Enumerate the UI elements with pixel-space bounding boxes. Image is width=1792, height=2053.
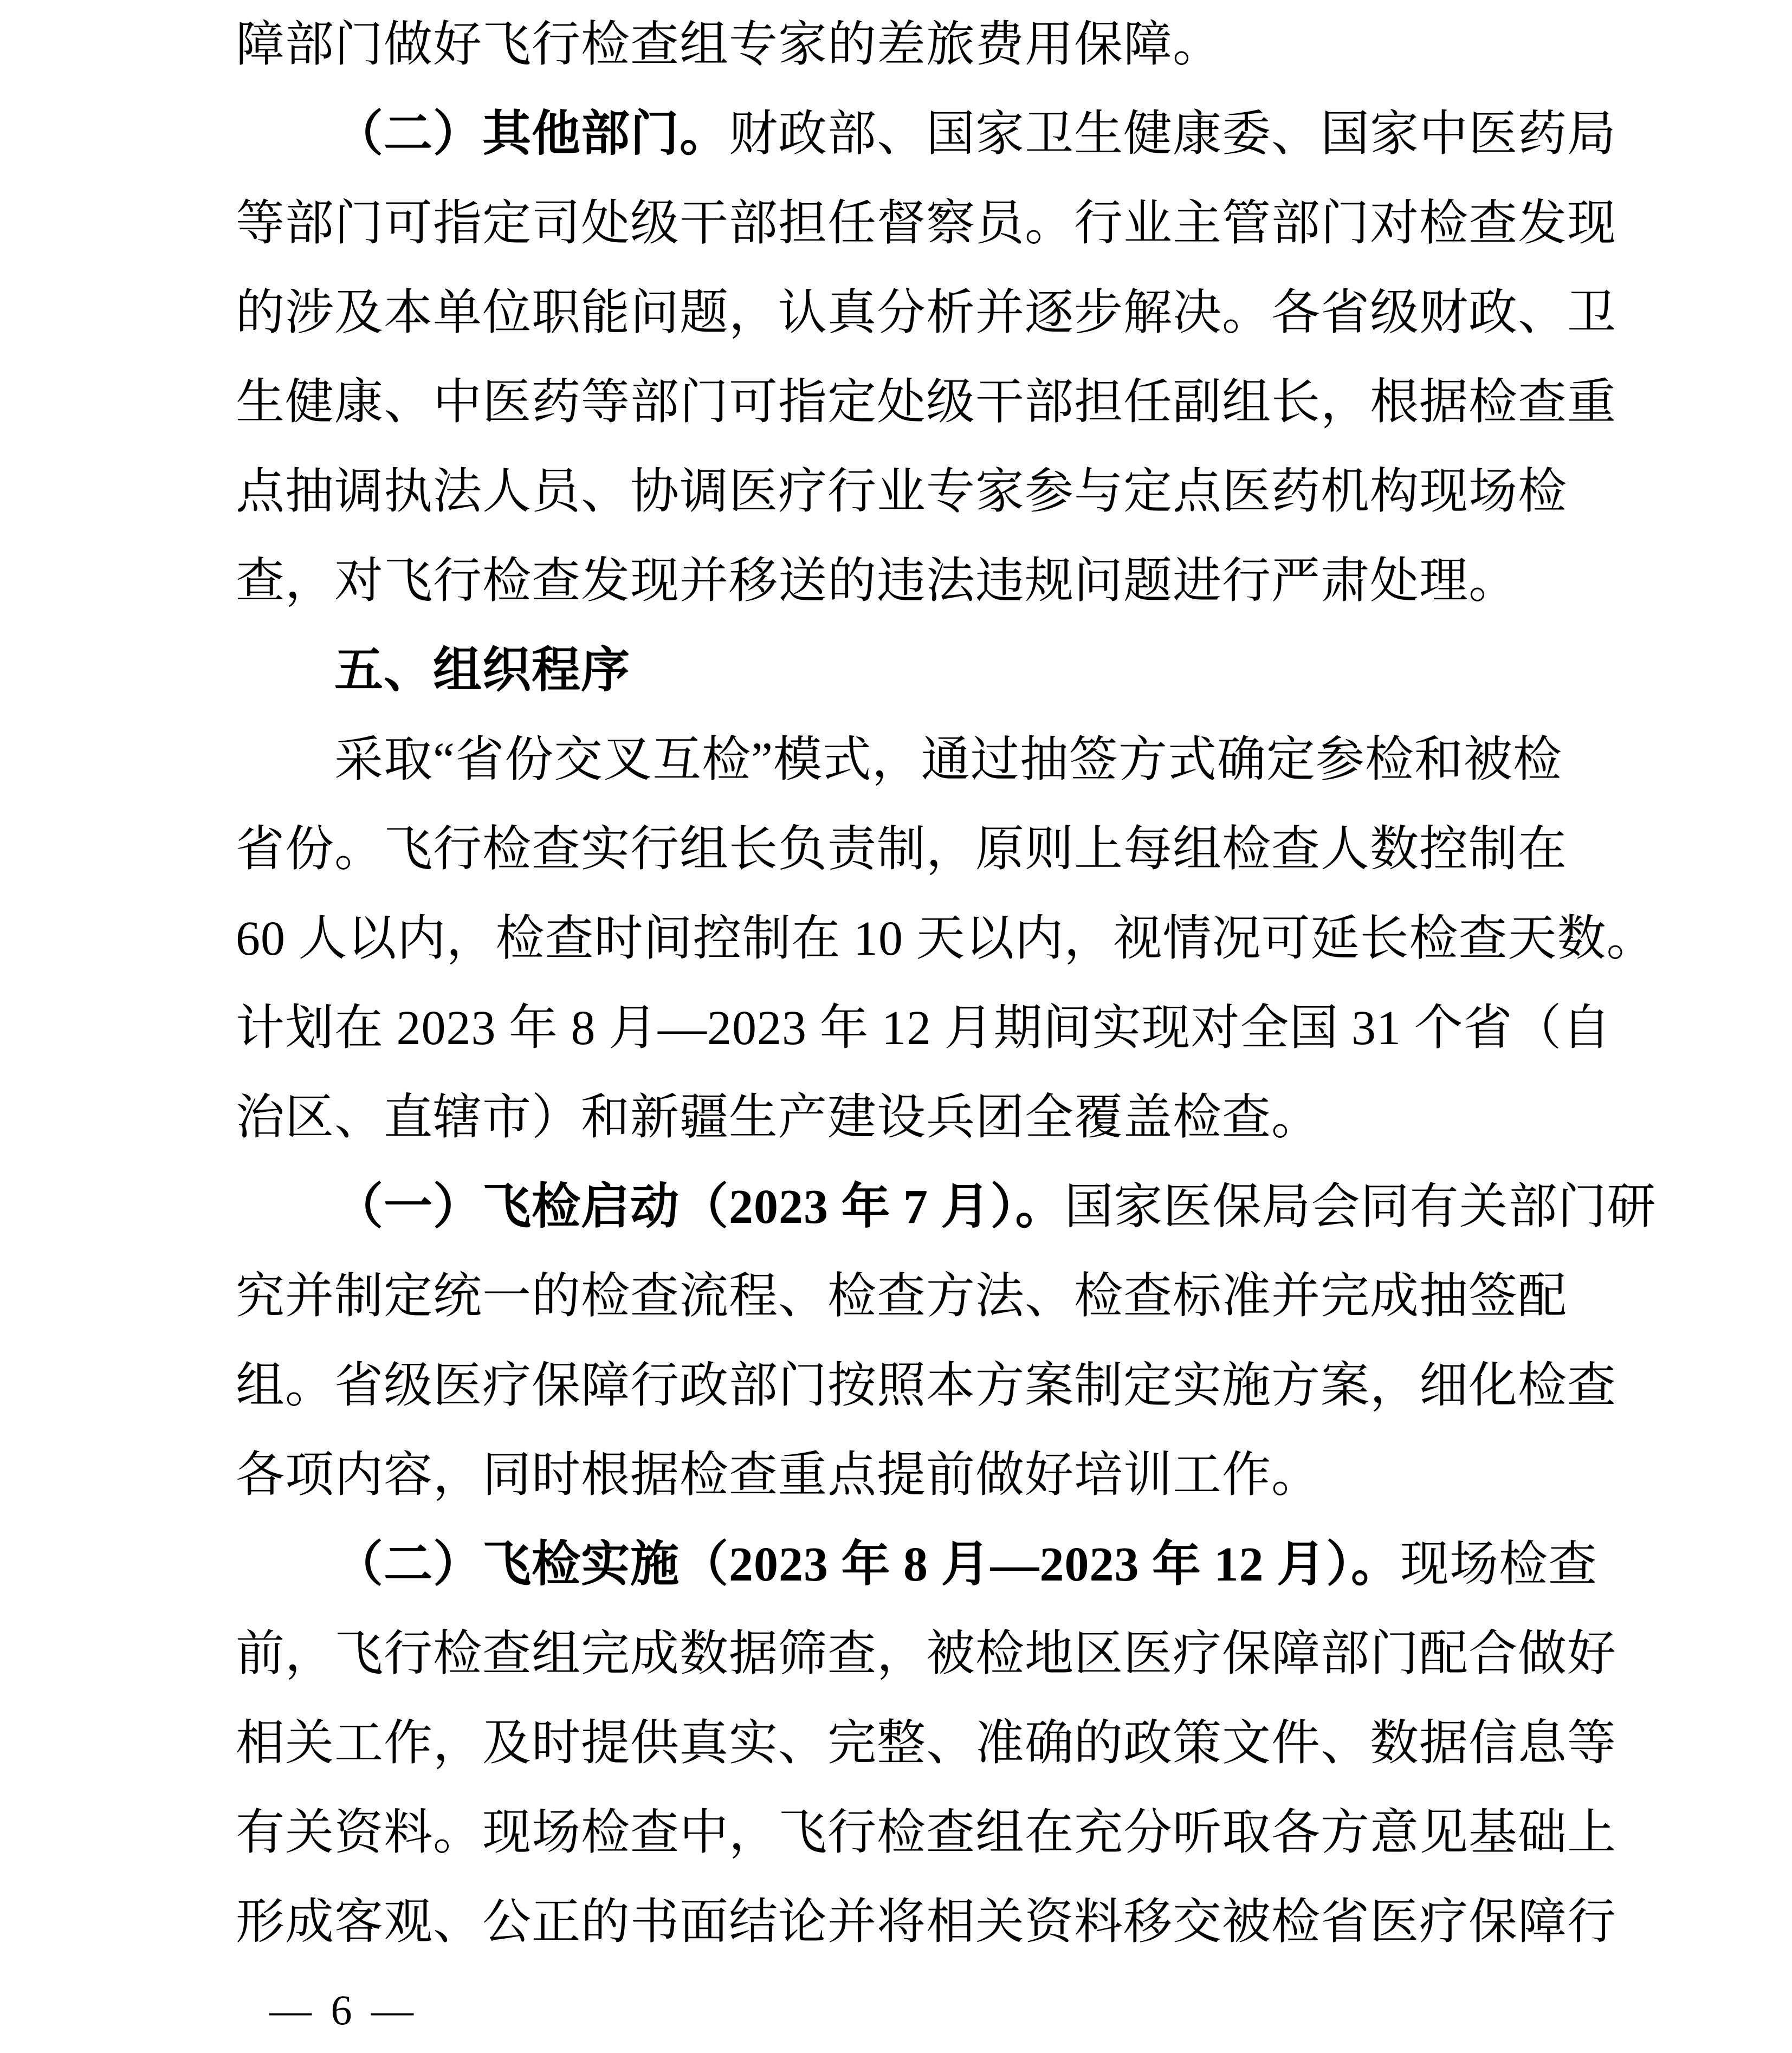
text-line <box>236 1162 1657 1252</box>
section-heading: 五、组织程序 <box>334 643 630 697</box>
emphasis-segment: （一）飞检启动（2023 年 7 月）。 <box>334 1180 1065 1234</box>
document-body <box>236 0 1657 1967</box>
emphasis-segment: （二）飞检实施（2023 年 8 月—2023 年 12 月）。 <box>334 1538 1400 1591</box>
text-line <box>236 894 1656 983</box>
text-line <box>236 1341 1623 1430</box>
body-text-segment: 究并制定统一的检查流程、检查方法、检查标准并完成抽签配 <box>236 1270 1567 1323</box>
text-line <box>236 447 1623 536</box>
text-line <box>236 805 1623 894</box>
body-text-segment: 有关资料。现场检查中，飞行检查组在充分听取各方意见基础上 <box>236 1806 1616 1860</box>
text-line <box>236 179 1623 268</box>
body-text-segment: 障部门做好飞行检查组专家的差旅费用保障。 <box>236 18 1222 72</box>
body-text-segment: 60 人以内，检查时间控制在 10 天以内，视情况可延长检查天数。 <box>236 912 1656 966</box>
body-text-segment: 现场检查 <box>1400 1538 1597 1591</box>
body-text-segment: 查，对飞行检查发现并移送的违法违规问题进行严肃处理。 <box>236 554 1518 608</box>
text-line <box>236 1430 1623 1520</box>
text-line <box>236 536 1623 626</box>
text-line <box>236 715 1623 805</box>
body-text-segment: 治区、直辖市）和新疆生产建设兵团全覆盖检查。 <box>236 1091 1321 1144</box>
text-line <box>236 1252 1623 1341</box>
text-line <box>236 1699 1623 1788</box>
body-text-segment: 财政部、国家卫生健康委、国家中医药局 <box>729 107 1616 161</box>
page-footer <box>269 1967 418 2053</box>
text-line <box>236 0 1623 89</box>
body-text-segment: 计划在 2023 年 8 月—2023 年 12 月期间实现对全国 31 个省（自 <box>236 1001 1612 1055</box>
text-line <box>236 268 1623 358</box>
body-text-segment: 相关工作，及时提供真实、完整、准确的政策文件、数据信息等 <box>236 1717 1616 1770</box>
text-line <box>236 1877 1623 1967</box>
body-text-segment: 各项内容，同时根据检查重点提前做好培训工作。 <box>236 1448 1321 1502</box>
text-line <box>236 626 1623 715</box>
body-text-segment: 前，飞行检查组完成数据筛查，被检地区医疗保障部门配合做好 <box>236 1627 1616 1681</box>
body-text-segment: 形成客观、公正的书面结论并将相关资料移交被检省医疗保障行 <box>236 1895 1616 1949</box>
body-text-segment: 的涉及本单位职能问题，认真分析并逐步解决。各省级财政、卫 <box>236 286 1616 340</box>
body-text-segment: 省份。飞行检查实行组长负责制，原则上每组检查人数控制在 <box>236 823 1567 876</box>
text-line <box>236 983 1623 1073</box>
text-line <box>236 89 1623 179</box>
emphasis-segment: （二）其他部门。 <box>334 107 729 161</box>
body-text-segment: 点抽调执法人员、协调医疗行业专家参与定点医药机构现场检 <box>236 465 1567 519</box>
body-text-segment: 组。省级医疗保障行政部门按照本方案制定实施方案，细化检查 <box>236 1359 1616 1413</box>
text-line <box>236 1788 1623 1877</box>
body-text-segment: 生健康、中医药等部门可指定处级干部担任副组长，根据检查重 <box>236 375 1616 429</box>
body-text-segment: 等部门可指定司处级干部担任督察员。行业主管部门对检查发现 <box>236 197 1616 250</box>
body-text-segment: 国家医保局会同有关部门研 <box>1064 1180 1657 1234</box>
text-line <box>236 1609 1623 1699</box>
text-line <box>236 358 1623 447</box>
body-text-segment: 采取“省份交叉互检”模式，通过抽签方式确定参检和被检 <box>334 733 1562 787</box>
text-line <box>236 1520 1623 1609</box>
text-line <box>236 1073 1623 1162</box>
page-number: — 6 — <box>269 1986 418 2033</box>
